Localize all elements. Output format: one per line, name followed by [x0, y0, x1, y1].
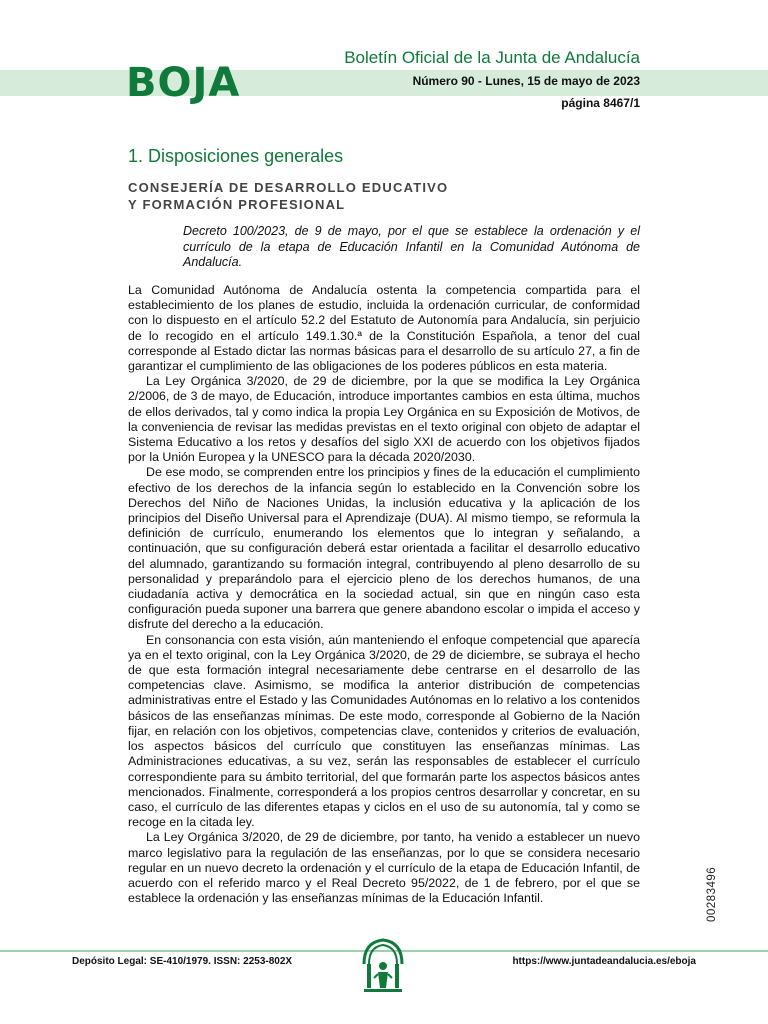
footer-url[interactable]: https://www.juntadeandalucia.es/eboja: [512, 956, 696, 967]
boja-logo: BOJA: [126, 60, 241, 106]
document-body: [128, 283, 640, 906]
body-paragraph: La Ley Orgánica 3/2020, de 29 de diciembre, por tanto, ha venido a establecer un nuevo marco legislativo para la regulación de las enseñanzas, por lo que se considera necesario regular en un nuevo decreto la ordenación y el currículo de la etapa de Educación Infantil, de acuerdo con el referido marco y el Real Decreto 95/2022, de 1 de febrero, por el que se establece la ordenación y las enseñanzas mínimas de la Educación Infantil.: [128, 830, 640, 906]
body-paragraph: La Ley Orgánica 3/2020, de 29 de diciembre, por la que se modifica la Ley Orgánica 2/2006, de 3 de mayo, de Educación, introduce importantes cambios en esta última, muchos de ellos derivados, tal y como indica la propia Ley Orgánica en su Exposición de Motivos, de la conveniencia de revisar las medidas previstas en el texto original con objeto de adaptar el Sistema Educativo a los retos y desafíos del siglo XXI de acuerdo con los objetivos fijados por la Unión Europea y la UNESCO para la década 2020/2030.: [128, 374, 640, 465]
section-heading: 1. Disposiciones generales: [128, 146, 344, 166]
ministry-line-2: Y FORMACIÓN PROFESIONAL: [128, 197, 346, 212]
body-paragraph: La Comunidad Autónoma de Andalucía ostenta la competencia compartida para el establecimiento de los planes de estudio, incluida la ordenación curricular, de conformidad con lo dispuesto en el artículo 52.2 del Estatuto de Autonomía para Andalucía, sin perjuicio de lo recogido en el artículo 149.1.30.ª de la Constitución Española, a tenor del cual corresponde al Estado dictar las normas básicas para el desarrollo de su artículo 27, a fin de garantizar el cumplimiento de las obligaciones de los poderes públicos en esta materia.: [128, 283, 640, 374]
ministry-line-1: CONSEJERÍA DE DESARROLLO EDUCATIVO: [128, 180, 449, 195]
bulletin-title: Boletín Oficial de la Junta de Andalucía: [344, 48, 640, 67]
body-paragraph: De ese modo, se comprenden entre los principios y fines de la educación el cumplimiento efectivo de los derechos de la infancia según lo establecido en la Convención sobre los Derechos del Niño de Naciones Unidas, la inclusión educativa y la aplicación de los principios del Diseño Universal para el Aprendizaje (DUA). Al mismo tiempo, se reformula la definición de currículo, enumerando los elementos que lo integran y señalando, a continuación, que su configuración deberá estar orientada a facilitar el desarrollo educativo del alumnado, garantizando su formación integral, contribuyendo al pleno desarrollo de su personalidad y preparándolo para el ejercicio pleno de los derechos humanos, de una ciudadanía activa y democrática en la sociedad actual, sin que en ningún caso esta configuración pueda suponer una barrera que genere abandono escolar o impida el acceso y disfrute del derecho a la educación.: [128, 465, 640, 632]
document-code: 00283496: [706, 866, 718, 922]
issue-number-date: Número 90 - Lunes, 15 de mayo de 2023: [412, 74, 640, 88]
legal-deposit: Depósito Legal: SE-410/1979. ISSN: 2253-802X: [72, 956, 293, 967]
page-number: página 8467/1: [561, 96, 640, 110]
header-band: [0, 70, 768, 96]
ministry-name: [128, 179, 548, 213]
coat-of-arms-icon: [358, 936, 408, 996]
body-paragraph: En consonancia con esta visión, aún manteniendo el enfoque competencial que aparecía ya en el texto original, con la Ley Orgánica 3/2020, de 29 de diciembre, se subraya el hecho de que esta formación integral necesariamente debe centrarse en el desarrollo de las competencias clave. Asimismo, se modifica la anterior distribución de competencias administrativas entre el Estado y las Comunidades Autónomas en lo relativo a los contenidos básicos de las enseñanzas mínimas. De este modo, corresponde al Gobierno de la Nación fijar, en relación con los objetivos, competencias clave, contenidos y criterios de evaluación, los aspectos básicos del currículo que constituyen las enseñanzas mínimas. Las Administraciones educativas, a su vez, serán las responsables de establecer el currículo correspondiente para su ámbito territorial, del que formarán parte los aspectos básicos antes mencionados. Finalmente, corresponderá a los propios centros desarrollar y concretar, en su caso, el currículo de las diferentes etapas y ciclos en el uso de su autonomía, tal y como se recoge en la citada ley.: [128, 632, 640, 830]
decree-summary: Decreto 100/2023, de 9 de mayo, por el que se establece la ordenación y el currículo de la etapa de Educación Infantil en la Comunidad Autónoma de Andalucía.: [183, 224, 640, 269]
